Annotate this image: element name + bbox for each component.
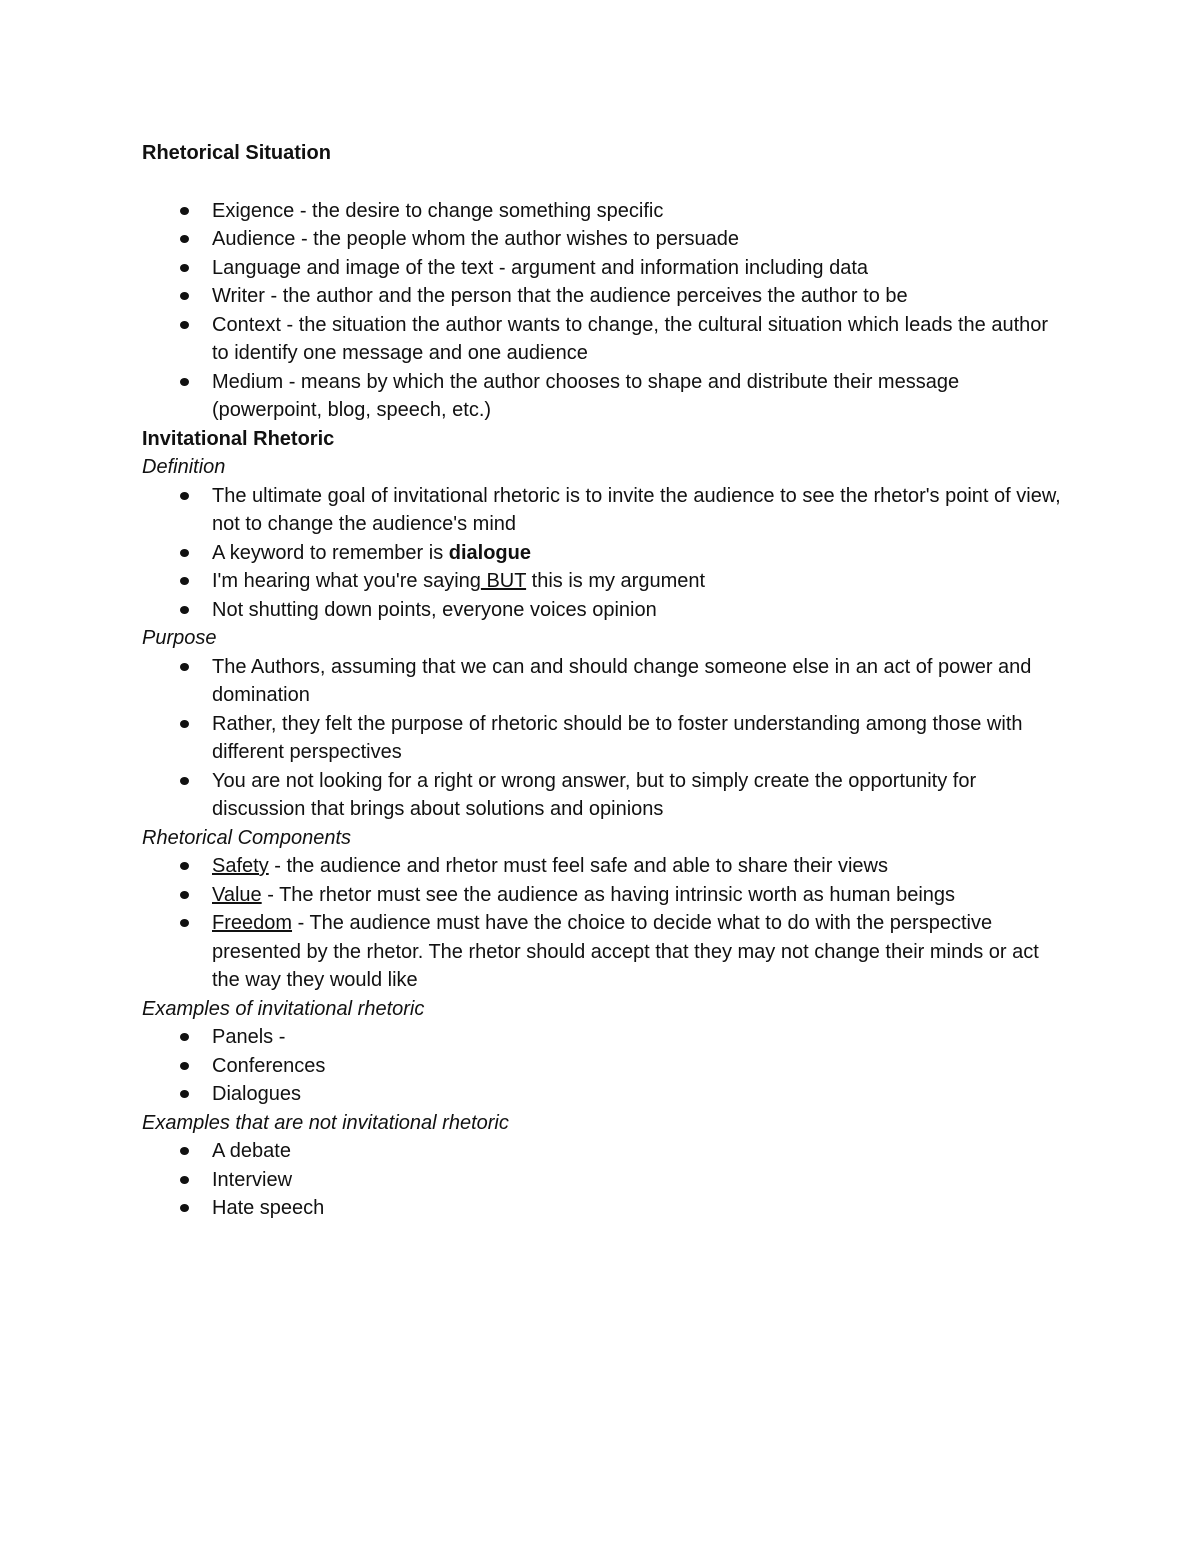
list-item: Writer - the author and the person that the audience perceives the author to be [142,282,1062,311]
bullet-icon [180,891,189,899]
definition-list [142,482,1062,625]
subheading-purpose: Purpose [142,627,217,649]
non-examples-list [142,1137,1062,1223]
heading-rhetorical-situation: Rhetorical Situation [142,142,331,164]
rhetorical-situation-list [142,197,1062,425]
list-item: You are not looking for a right or wrong answer, but to simply create the opportunity for discussion that brings about solutions and opinions [142,767,1062,824]
components-list [142,852,1062,995]
list-item: Conferences [142,1052,1062,1081]
list-item: Audience - the people whom the author wishes to persuade [142,225,1062,254]
bullet-icon [180,777,189,785]
bullet-icon [180,292,189,300]
bullet-icon [180,720,189,728]
keyword-dialogue: dialogue [448,541,531,564]
bullet-icon [180,1062,189,1070]
document-page [142,139,1062,1223]
list-item: Interview [142,1166,1062,1195]
list-item: Not shutting down points, everyone voices opinion [142,596,1062,625]
bullet-icon [180,321,189,329]
bullet-icon [180,207,189,215]
subheading-examples: Examples of invitational rhetoric [142,997,425,1020]
bullet-icon [180,492,189,500]
list-item: The ultimate goal of invitational rhetoric is to invite the audience to see the rhetor's point of view, not to change the audience's mind [142,482,1062,539]
list-item: Context - the situation the author wants to change, the cultural situation which leads the author to identify one message and one audience [142,311,1062,368]
list-item: I'm hearing what you're saying BUT this is my argument [142,567,1062,596]
term-value: Value [212,883,262,906]
bullet-icon [180,1204,189,1212]
bullet-icon [180,1176,189,1184]
term-safety: Safety [212,855,269,877]
list-item: A keyword to remember is dialogue [142,539,1062,568]
subheading-definition: Definition [142,456,226,478]
term-freedom: Freedom [212,912,293,934]
list-item: Exigence - the desire to change something specific [142,197,1062,226]
bullet-icon [180,1033,189,1041]
bullet-icon [180,577,189,585]
bullet-icon [180,378,189,386]
purpose-list [142,653,1062,824]
list-item: Hate speech [142,1194,1062,1223]
examples-list [142,1023,1062,1109]
list-item: Freedom - The audience must have the choice to decide what to do with the perspective presented by the rhetor. The rhetor should accept that they may not change their minds or act the way they would like [142,909,1062,995]
subheading-rhetorical-components: Rhetorical Components [142,826,351,849]
list-item: Language and image of the text - argument and information including data [142,254,1062,283]
bullet-icon [180,264,189,272]
bullet-icon [180,606,189,614]
bullet-icon [180,1090,189,1098]
bullet-icon [180,663,189,671]
bullet-icon [180,235,189,243]
bullet-icon [180,919,189,927]
bullet-icon [180,549,189,557]
list-item: The Authors, assuming that we can and should change someone else in an act of power and domination [142,653,1062,710]
list-item: Value - The rhetor must see the audience as having intrinsic worth as human beings [142,881,1062,910]
list-item: Rather, they felt the purpose of rhetoric should be to foster understanding among those with different perspectives [142,710,1062,767]
heading-invitational-rhetoric: Invitational Rhetoric [142,427,335,450]
subheading-non-examples: Examples that are not invitational rhetoric [142,1111,509,1134]
bullet-icon [180,862,189,870]
bullet-icon [180,1147,189,1155]
list-item: Safety - the audience and rhetor must feel safe and able to share their views [142,852,1062,881]
list-item: A debate [142,1137,1062,1166]
underlined-but: BUT [480,570,527,592]
list-item: Panels - [142,1023,1062,1052]
list-item: Dialogues [142,1080,1062,1109]
list-item: Medium - means by which the author chooses to shape and distribute their message (powerpoint, blog, speech, etc.) [142,368,1062,425]
